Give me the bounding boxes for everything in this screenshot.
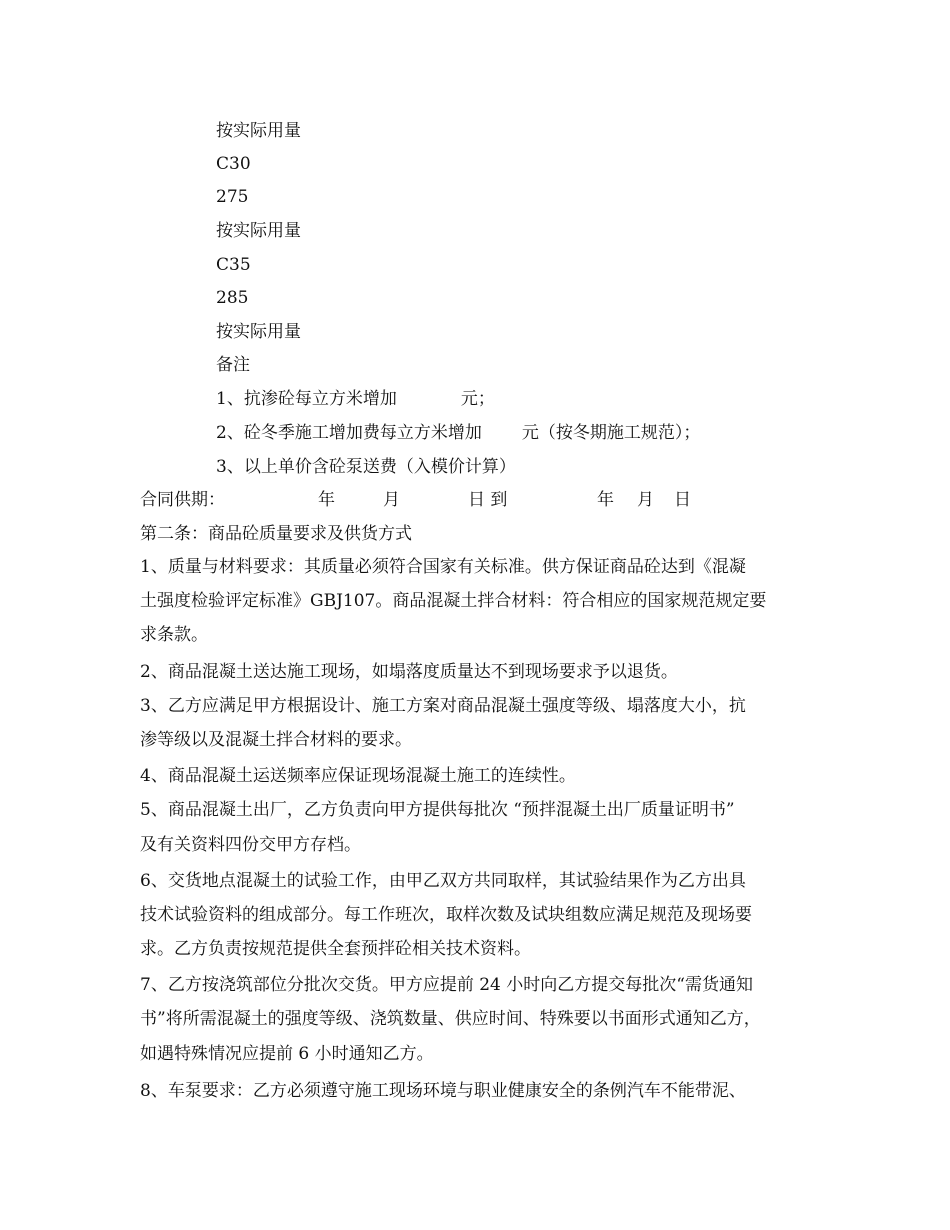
paragraph-line: 7、乙方按浇筑部位分批次交货。甲方应提前 24 小时向乙方提交每批次“需货通知 xyxy=(140,975,753,995)
paragraph-line: 1、质量与材料要求：其质量必须符合国家有关标准。供方保证商品砼达到《混凝 xyxy=(140,557,746,577)
paragraph-line: 书”将所需混凝土的强度等级、浇筑数量、供应时间、特殊要以书面形式通知乙方， xyxy=(140,1009,761,1029)
remark-item-2-prefix: 2、砼冬季施工增加费每立方米增加 xyxy=(216,423,482,443)
remark-item-1 xyxy=(216,388,495,410)
supply-period-day-to: 日 到 xyxy=(468,490,508,510)
paragraph-line: 3、乙方应满足甲方根据设计、施工方案对商品混凝土强度等级、塌落度大小，抗 xyxy=(140,696,746,716)
paragraph-line: 8、车泵要求：乙方必须遵守施工现场环境与职业健康安全的条例汽车不能带泥、 xyxy=(140,1081,746,1101)
paragraph-line: 求。乙方负责按规范提供全套预拌砼相关技术资料。 xyxy=(140,939,531,959)
article-2-title: 第二条：商品砼质量要求及供货方式 xyxy=(140,524,412,544)
supply-period-month-1: 月 xyxy=(383,490,400,510)
paragraph-line: 求条款。 xyxy=(140,625,208,645)
quantity-cell: 按实际用量 xyxy=(216,322,301,342)
quantity-cell: 按实际用量 xyxy=(216,121,301,141)
paragraph-line: 技术试验资料的组成部分。每工作班次，取样次数及试块组数应满足规范及现场要 xyxy=(140,905,752,925)
price-cell: 275 xyxy=(216,187,249,207)
paragraph-line: 如遇特殊情况应提前 6 小时通知乙方。 xyxy=(140,1044,434,1064)
supply-period-year-2: 年 xyxy=(597,490,614,510)
remarks-title: 备注 xyxy=(216,355,250,375)
remark-item-1-suffix: 元； xyxy=(460,389,495,409)
supply-period-year-1: 年 xyxy=(318,490,335,510)
price-cell: 285 xyxy=(216,288,249,308)
paragraph-line: 6、交货地点混凝土的试验工作，由甲乙双方共同取样，其试验结果作为乙方出具 xyxy=(140,871,746,891)
remark-item-1-prefix: 1、抗渗砼每立方米增加 xyxy=(216,389,397,409)
remark-item-3: 3、以上单价含砼泵送费（入模价计算） xyxy=(216,457,516,477)
grade-cell: C35 xyxy=(216,255,251,275)
remark-item-2 xyxy=(216,422,700,444)
quantity-cell: 按实际用量 xyxy=(216,221,301,241)
paragraph-line: 2、商品混凝土送达施工现场，如塌落度质量达不到现场要求予以退货。 xyxy=(140,662,678,682)
paragraph-line: 土强度检验评定标准》GBJ107。商品混凝土拌合材料：符合相应的国家规范规定要 xyxy=(140,591,767,611)
paragraph-line: 及有关资料四份交甲方存档。 xyxy=(140,835,361,855)
paragraph-line: 4、商品混凝土运送频率应保证现场混凝土施工的连续性。 xyxy=(140,766,576,786)
grade-cell: C30 xyxy=(216,154,251,174)
paragraph-line: 5、商品混凝土出厂，乙方负责向甲方提供每批次 “预拌混凝土出厂质量证明书” xyxy=(140,800,735,820)
supply-period-month-2: 月 xyxy=(637,490,654,510)
remark-item-2-suffix: 元（按冬期施工规范）； xyxy=(521,423,701,443)
supply-period-day-2: 日 xyxy=(674,490,691,510)
paragraph-line: 渗等级以及混凝土拌合材料的要求。 xyxy=(140,730,412,750)
supply-period-label: 合同供期： xyxy=(140,490,225,510)
